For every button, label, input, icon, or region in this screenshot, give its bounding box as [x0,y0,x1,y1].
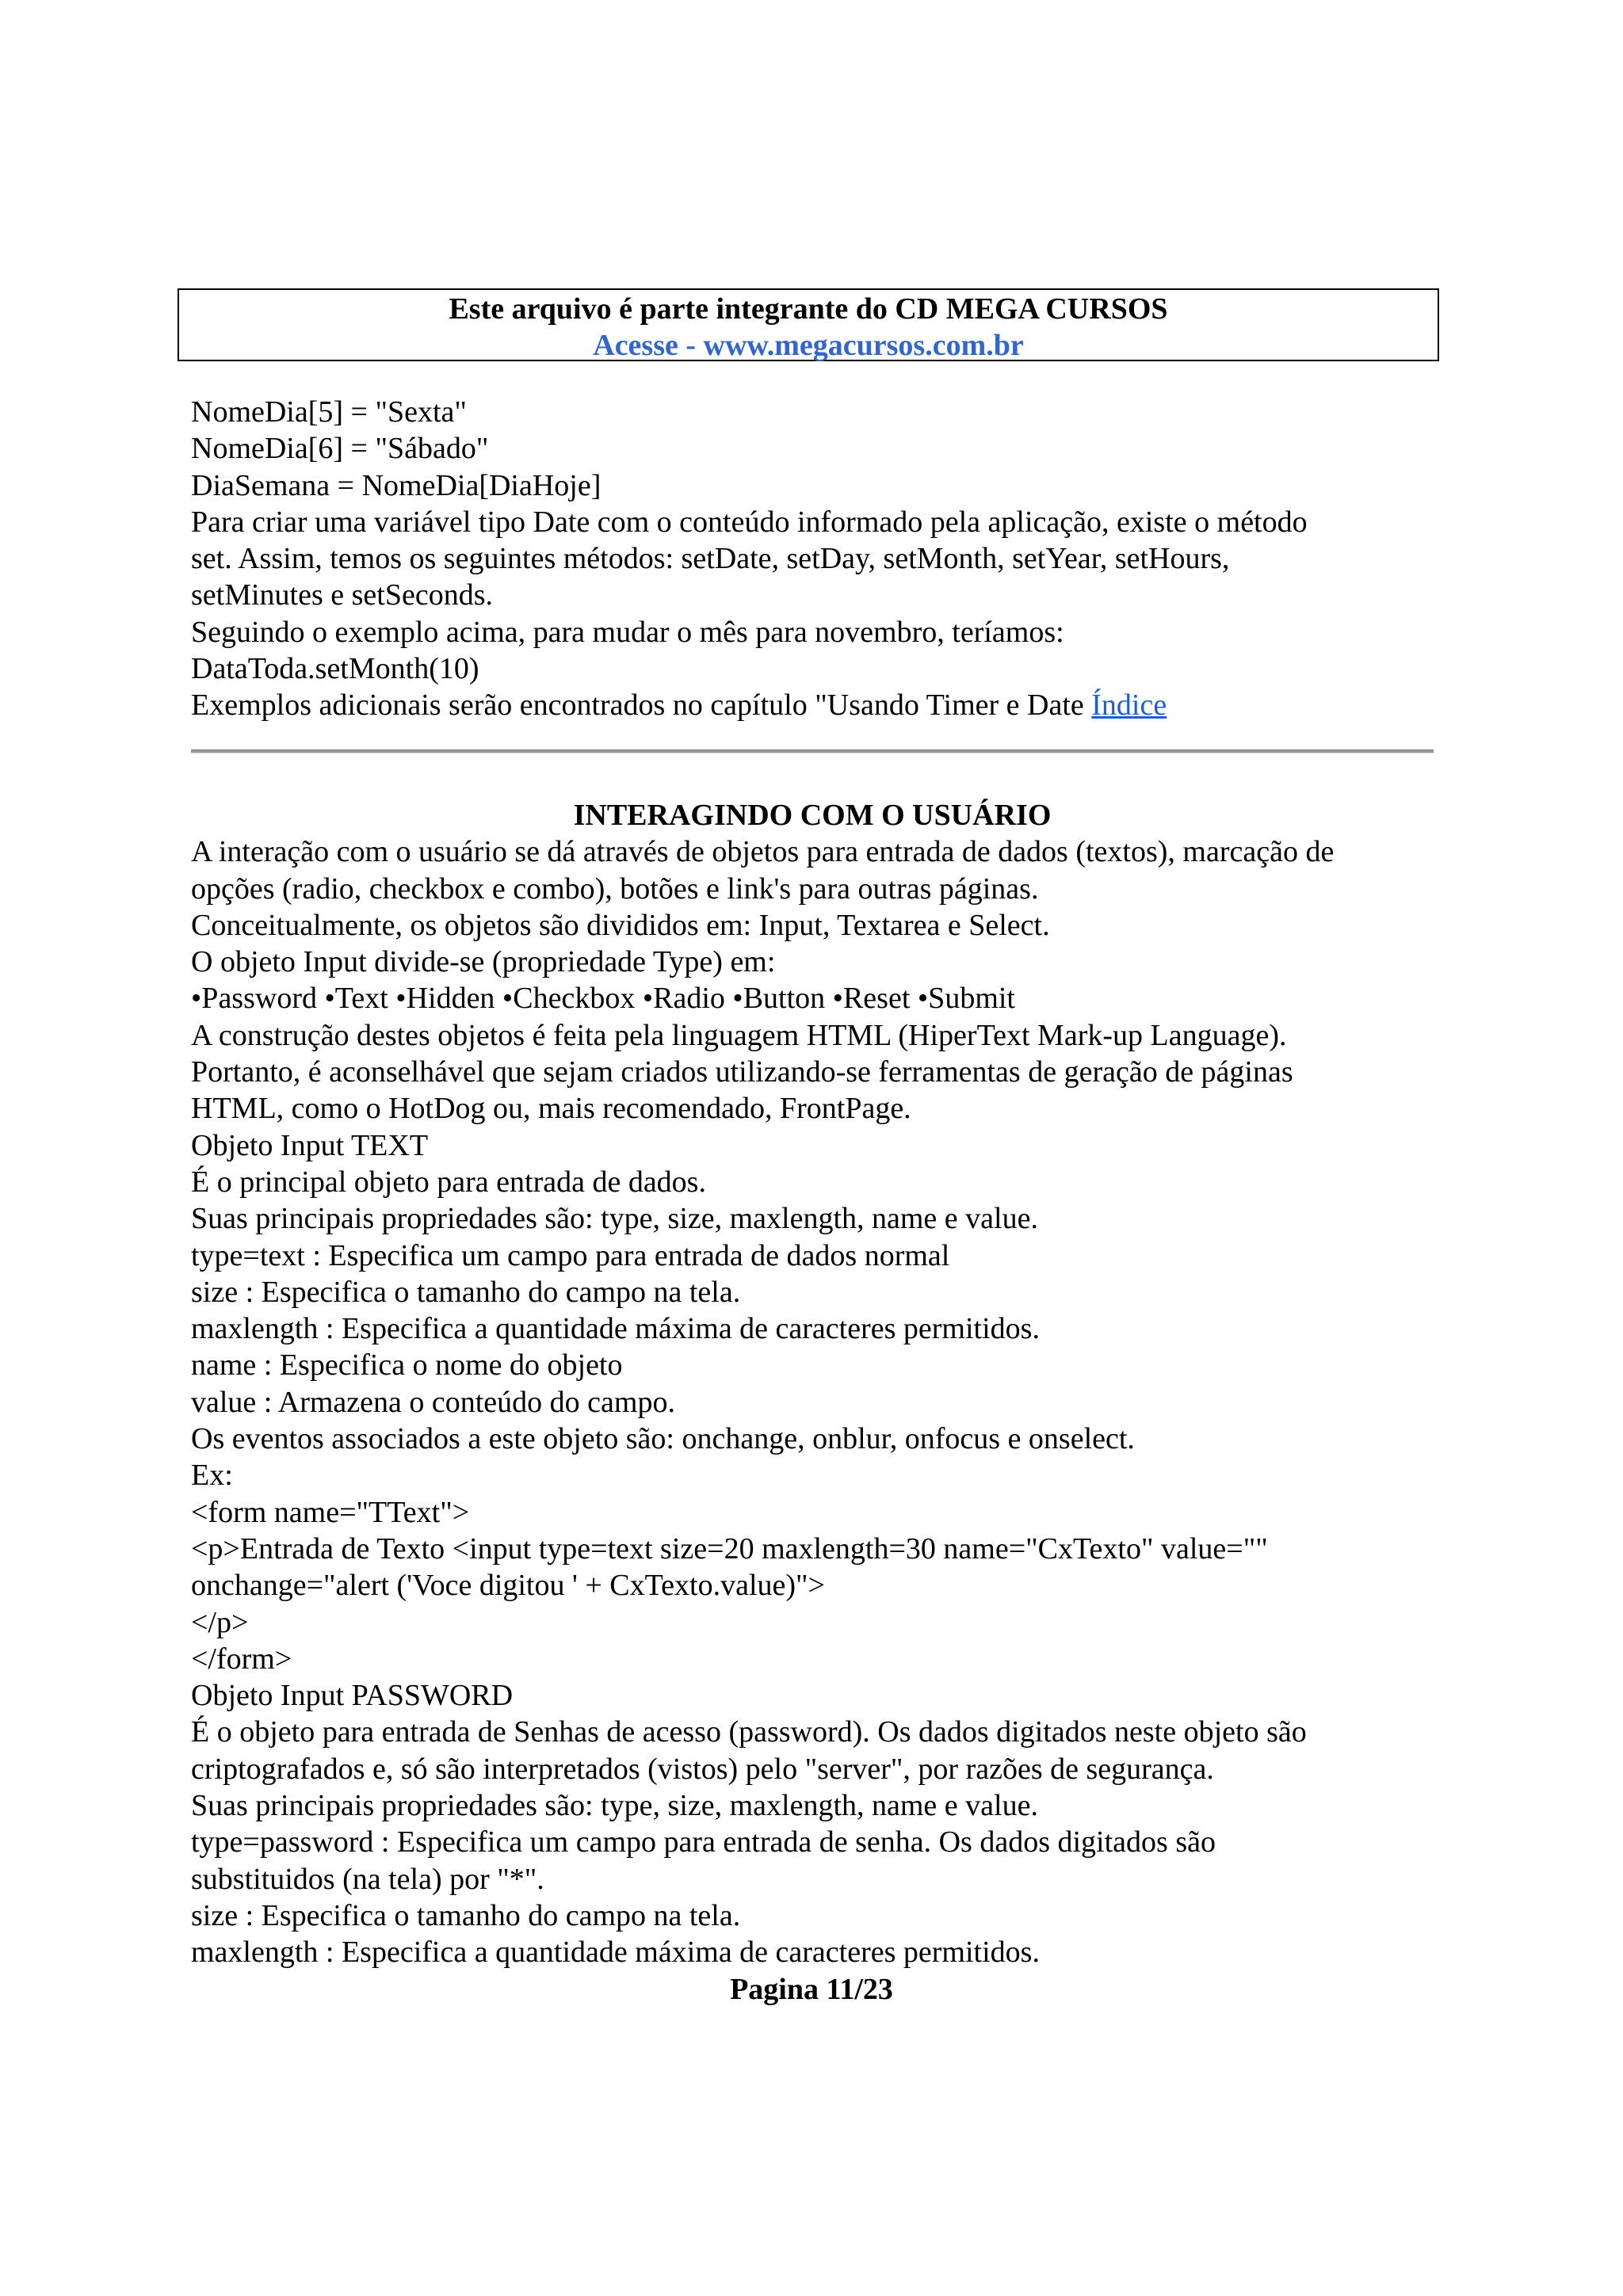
header-site-link[interactable]: Acesse - www.megacursos.com.br [593,329,1024,362]
text-line: onchange="alert ('Voce digitou ' + CxTexto.value)"> [191,1569,825,1603]
text-line: size : Especifica o tamanho do campo na tela. [191,1275,741,1309]
header-banner [178,288,1439,361]
text-line: Objeto Input PASSWORD [191,1679,514,1713]
text-line: </form> [191,1642,292,1676]
text-line: </p> [191,1605,249,1639]
text-line: type=password : Especifica um campo para entrada de senha. Os dados digitados são [191,1825,1216,1859]
text-line: É o objeto para entrada de Senhas de acesso (password). Os dados digitados neste objeto são [191,1715,1307,1749]
text-line: type=text : Especifica um campo para entrada de dados normal [191,1238,950,1272]
text-line: Seguindo o exemplo acima, para mudar o mês para novembro, teríamos: [191,615,1064,649]
header-title: Este arquivo é parte integrante do CD MEGA CURSOS [449,292,1168,326]
text-line: DataToda.setMonth(10) [191,652,479,686]
text-line: Conceitualmente, os objetos são divididos em: Input, Textarea e Select. [191,908,1050,942]
section-title: INTERAGINDO COM O USUÁRIO [573,799,1052,832]
text-line: DiaSemana = NomeDia[DiaHoje] [191,468,601,502]
text-line: Suas principais propriedades são: type, size, maxlength, name e value. [191,1202,1038,1236]
text-line: Objeto Input TEXT [191,1128,429,1162]
examples-text: Exemplos adicionais serão encontrados no capítulo "Usando Timer e Date [191,688,1092,723]
text-line: <p>Entrada de Texto <input type=text size=20 maxlength=30 name="CxTexto" value="" [191,1531,1268,1566]
text-line: size : Especifica o tamanho do campo na tela. [191,1898,741,1932]
text-line: NomeDia[6] = "Sábado" [191,432,489,466]
text-line: value : Armazena o conteúdo do campo. [191,1385,675,1419]
text-line: Os eventos associados a este objeto são: onchange, onblur, onfocus e onselect. [191,1422,1135,1456]
text-line: O objeto Input divide-se (propriedade Type) em: [191,945,776,979]
text-line: •Password •Text •Hidden •Checkbox •Radio •Button •Reset •Submit [191,982,1015,1016]
text-line: opções (radio, checkbox e combo), botões e link's para outras páginas. [191,871,1039,906]
text-line: A construção destes objetos é feita pela linguagem HTML (HiperText Mark-up Language). [191,1018,1287,1052]
index-link[interactable]: Índice [1091,688,1167,723]
text-line: <form name="TText"> [191,1495,470,1529]
top-text-block [191,394,1459,724]
text-line: name : Especifica o nome do objeto [191,1348,623,1383]
text-line: Portanto, é aconselhável que sejam criados utilizando-se ferramentas de geração de páginas [191,1055,1293,1089]
text-line: maxlength : Especifica a quantidade máxima de caracteres permitidos. [191,1312,1040,1346]
text-line: NomeDia[5] = "Sexta" [191,395,467,429]
text-line: maxlength : Especifica a quantidade máxima de caracteres permitidos. [191,1936,1040,1970]
text-line: É o principal objeto para entrada de dados. [191,1165,706,1199]
text-line: A interação com o usuário se dá através de objetos para entrada de dados (textos), marcação de [191,835,1335,869]
text-line: Ex: [191,1459,233,1493]
main-text-block [191,797,1459,1971]
text-line: HTML, como o HotDog ou, mais recomendado, FrontPage. [191,1092,911,1126]
text-line: set. Assim, temos os seguintes métodos: setDate, setDay, setMonth, setYear, setHours, [191,542,1230,576]
horizontal-rule [191,749,1434,753]
text-line: Para criar uma variável tipo Date com o conteúdo informado pela aplicação, existe o método [191,505,1308,539]
text-line: Suas principais propriedades são: type, size, maxlength, name e value. [191,1789,1038,1823]
text-line: setMinutes e setSeconds. [191,578,494,612]
text-line: substituidos (na tela) por "*". [191,1862,544,1896]
page-number: Pagina 11/23 [730,1973,893,2006]
examples-line [191,687,1459,723]
text-line: criptografados e, só são interpretados (vistos) pelo "server", por razões de segurança. [191,1752,1214,1786]
